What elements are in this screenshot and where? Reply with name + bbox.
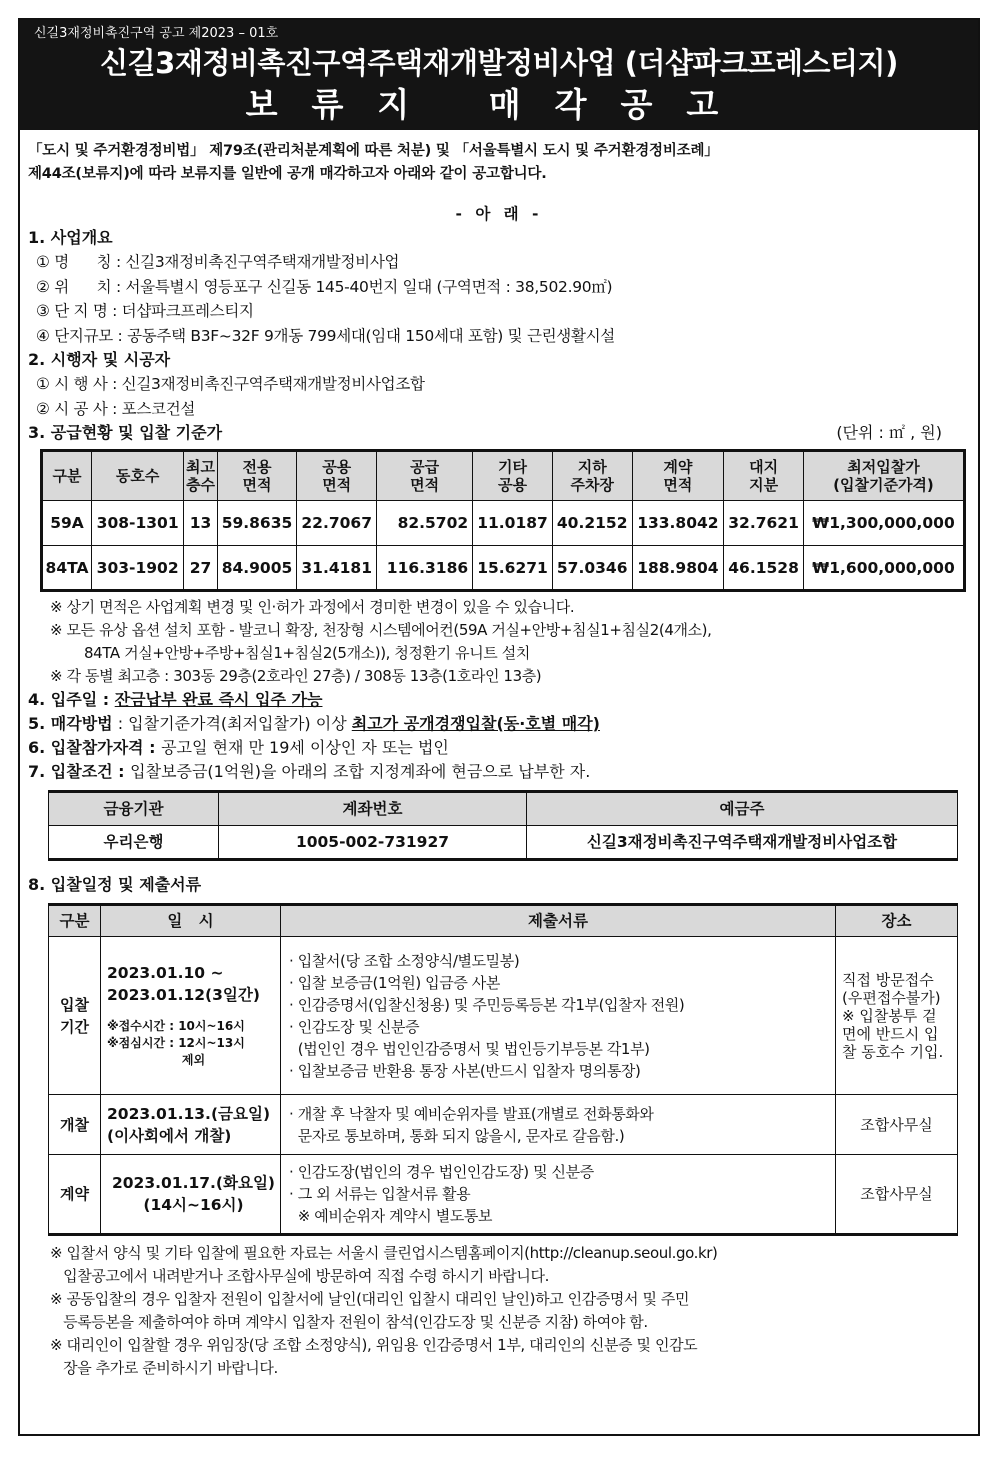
- section-2-title: 2. 시행자 및 시공자: [28, 350, 171, 369]
- list-item: ② 위 치 : 서울특별시 영등포구 신길동 145-40번지 일대 (구역면적 : 38,502.90㎡): [36, 277, 613, 296]
- list-item: ② 시 공 사 : 포스코건설: [36, 399, 196, 418]
- table-cell: 133.8042: [632, 501, 724, 546]
- table-cell: 13: [184, 501, 217, 546]
- section-4: 4. 입주일 : 잔금납부 완료 즉시 입주 가능: [28, 690, 323, 709]
- schedule-header: 일 시: [101, 905, 281, 937]
- table-cell: 11.0187: [473, 501, 553, 546]
- supply-header: 기타 공용: [473, 451, 553, 501]
- account-holder: 신길3재정비촉진구역주택재개발정비사업조합: [527, 826, 958, 860]
- table-cell: 188.9804: [632, 546, 724, 591]
- table-cell: 22.7067: [297, 501, 377, 546]
- note-item: ※ 상기 면적은 사업계획 변경 및 인·허가 과정에서 경미한 변경이 있을 수 있습니다.: [50, 598, 575, 616]
- footer-line: ※ 대리인이 입찰할 경우 위임장(당 조합 소정양식), 위임용 인감증명서 1부, 대리인의 신분증 및 인감도: [50, 1336, 698, 1354]
- row-documents: · 입찰서(당 조합 소정양식/별도밀봉) · 입찰 보증금(1억원) 입금증 사본 · 인감증명서(입찰신청용) 및 주민등록등본 각1부(입찰자 전원) · 인감도장 및 신분증 (법인인 경우 법인인감증명서 및 법인등기부등본 각1부) · 입찰보증금 반환용 통장 사본(반드시 입찰자 명의통장): [281, 937, 836, 1095]
- section-7: 7. 입찰조건 : 입찰보증금(1억원)을 아래의 조합 지정계좌에 현금으로 납부한 자.: [28, 762, 591, 781]
- table-cell: 82.5702: [377, 501, 473, 546]
- footer-line: ※ 공동입찰의 경우 입찰자 전원이 입찰서에 날인(대리인 입찰시 대리인 날인)하고 인감증명서 및 주민: [50, 1290, 690, 1308]
- unit-label: (단위 : ㎡ , 원): [836, 423, 942, 442]
- bank-name: 우리은행: [49, 826, 219, 860]
- row-date: 2023.01.13.(금요일) (이사회에서 개찰): [101, 1095, 281, 1155]
- account-header: 계좌번호: [219, 792, 527, 826]
- footer-line: 입찰공고에서 내려받거나 조합사무실에 방문하여 직접 수령 하시기 바랍니다.: [50, 1267, 549, 1285]
- supply-header: 전용 면적: [217, 451, 297, 501]
- note-item: ※ 모든 유상 옵션 설치 포함 - 발코니 확장, 천장형 시스템에어컨(59A 거실+안방+침실1+침실2(4개소),: [50, 621, 712, 639]
- table-row: [42, 501, 965, 546]
- notice-subtitle: 보류지 매각공고: [245, 85, 753, 124]
- note-item: ※ 각 동별 최고층 : 303동 29층(2호라인 27층) / 308동 13층(1호라인 13층): [50, 667, 542, 685]
- footer-notes: [28, 1242, 970, 1380]
- supply-header: 동호수: [92, 451, 184, 501]
- intro-text: 「도시 및 주거환경정비법」 제79조(관리처분계획에 따른 처분) 및 「서울특별시 도시 및 주거환경정비조례」 제44조(보류지)에 따라 보류지를 일반에 공개 매각하고자 아래와 같이 공고합니다.: [28, 143, 719, 182]
- notice-header: [20, 20, 978, 130]
- supply-header: 계약 면적: [632, 451, 724, 501]
- notice-body: [20, 130, 978, 1380]
- schedule-header: 장소: [836, 905, 958, 937]
- row-category: 계약: [49, 1155, 101, 1235]
- supply-header: 지하 주차장: [552, 451, 632, 501]
- row-place: 직접 방문접수 (우편접수불가) ※ 입찰봉투 겉 면에 반드시 입 찰 동호수 기입.: [836, 937, 958, 1095]
- row-documents: · 인감도장(법인의 경우 법인인감도장) 및 신분증 · 그 외 서류는 입찰서류 활용 ※ 예비순위자 계약시 별도통보: [281, 1155, 836, 1235]
- supply-header: 최고 층수: [184, 451, 217, 501]
- list-item: ① 명 칭 : 신길3재정비촉진구역주택재개발정비사업: [36, 253, 400, 271]
- notice-title: 신길3재정비촉진구역주택재개발정비사업 (더샵파크프레스티지): [100, 46, 898, 80]
- supply-header: 공용 면적: [297, 451, 377, 501]
- table-cell: 40.2152: [552, 501, 632, 546]
- table-cell: 31.4181: [297, 546, 377, 591]
- list-item: ① 시 행 사 : 신길3재정비촉진구역주택재개발정비사업조합: [36, 375, 425, 393]
- row-documents: · 개찰 후 낙찰자 및 예비순위자를 발표(개별로 전화통화와 문자로 통보하며, 통화 되지 않을시, 문자로 갈음함.): [281, 1095, 836, 1155]
- row-category: 개찰: [49, 1095, 101, 1155]
- table-cell: 15.6271: [473, 546, 553, 591]
- supply-header: 대지 지분: [724, 451, 804, 501]
- table-cell: 27: [184, 546, 217, 591]
- section-6: 6. 입찰참가자격 : 공고일 현재 만 19세 이상인 자 또는 법인: [28, 738, 449, 757]
- section-1-title: 1. 사업개요: [28, 228, 113, 247]
- arae-heading: - 아 래 -: [455, 205, 543, 223]
- supply-header: 공급 면적: [377, 451, 473, 501]
- row-category: 입찰 기간: [49, 937, 101, 1095]
- notice-page: [18, 18, 980, 1436]
- list-item: ③ 단 지 명 : 더샵파크프레스티지: [36, 302, 254, 320]
- table-cell: 59.8635: [217, 501, 297, 546]
- supply-header: 구분: [42, 451, 92, 501]
- notice-number: 신길3재정비촉진구역 공고 제2023 – 01호: [34, 26, 279, 41]
- account-number: 1005-002-731927: [219, 826, 527, 860]
- section-1-items: [28, 250, 970, 348]
- table-cell: ₩1,300,000,000: [803, 501, 964, 546]
- table-cell: 32.7621: [724, 501, 804, 546]
- table-cell: 84TA: [42, 546, 92, 591]
- footer-line: 장을 추가로 준비하시기 바랍니다.: [50, 1359, 278, 1377]
- table-cell: 57.0346: [552, 546, 632, 591]
- footer-line: 등록등본을 제출하여야 하며 계약시 입찰자 전원이 참석(인감도장 및 신분증 지참) 하여야 함.: [50, 1313, 648, 1331]
- table-cell: 303-1902: [92, 546, 184, 591]
- supply-table: [40, 449, 966, 592]
- row-place: 조합사무실: [836, 1155, 958, 1235]
- supply-notes: [28, 596, 970, 688]
- table-cell: 46.1528: [724, 546, 804, 591]
- supply-header: 최저입찰가 (입찰기준가격): [803, 451, 964, 501]
- note-item: 84TA 거실+안방+주방+침실1+침실2(5개소)), 청정환기 유니트 설치: [84, 644, 530, 662]
- account-table: [48, 790, 958, 861]
- table-cell: 116.3186: [377, 546, 473, 591]
- row-place: 조합사무실: [836, 1095, 958, 1155]
- section-8-title: 8. 입찰일정 및 제출서류: [28, 875, 202, 894]
- section-5: 5. 매각방법 : 입찰기준가격(최저입찰가) 이상 최고가 공개경쟁입찰(동·호별 매각): [28, 714, 600, 733]
- row-date: 2023.01.17.(화요일) (14시~16시): [101, 1155, 281, 1235]
- schedule-header: 제출서류: [281, 905, 836, 937]
- account-header: 금융기관: [49, 792, 219, 826]
- schedule-table: [48, 903, 958, 1236]
- row-date: 2023.01.10 ~ 2023.01.12(3일간) ※접수시간 : 10시~16시 ※점심시간 : 12시~13시 제외: [101, 937, 281, 1095]
- table-cell: 308-1301: [92, 501, 184, 546]
- footer-line: ※ 입찰서 양식 및 기타 입찰에 필요한 자료는 서울시 클린업시스템홈페이지(http://cleanup.seoul.go.kr): [50, 1244, 718, 1262]
- schedule-header: 구분: [49, 905, 101, 937]
- list-item: ④ 단지규모 : 공동주택 B3F~32F 9개동 799세대(임대 150세대 포함) 및 근린생활시설: [36, 326, 615, 345]
- table-cell: 59A: [42, 501, 92, 546]
- section-2-items: [28, 372, 970, 421]
- table-row: [42, 546, 965, 591]
- account-header: 예금주: [527, 792, 958, 826]
- table-cell: 84.9005: [217, 546, 297, 591]
- table-cell: ₩1,600,000,000: [803, 546, 964, 591]
- section-3-title: 3. 공급현황 및 입찰 기준가 (단위 : ㎡ , 원): [28, 421, 970, 445]
